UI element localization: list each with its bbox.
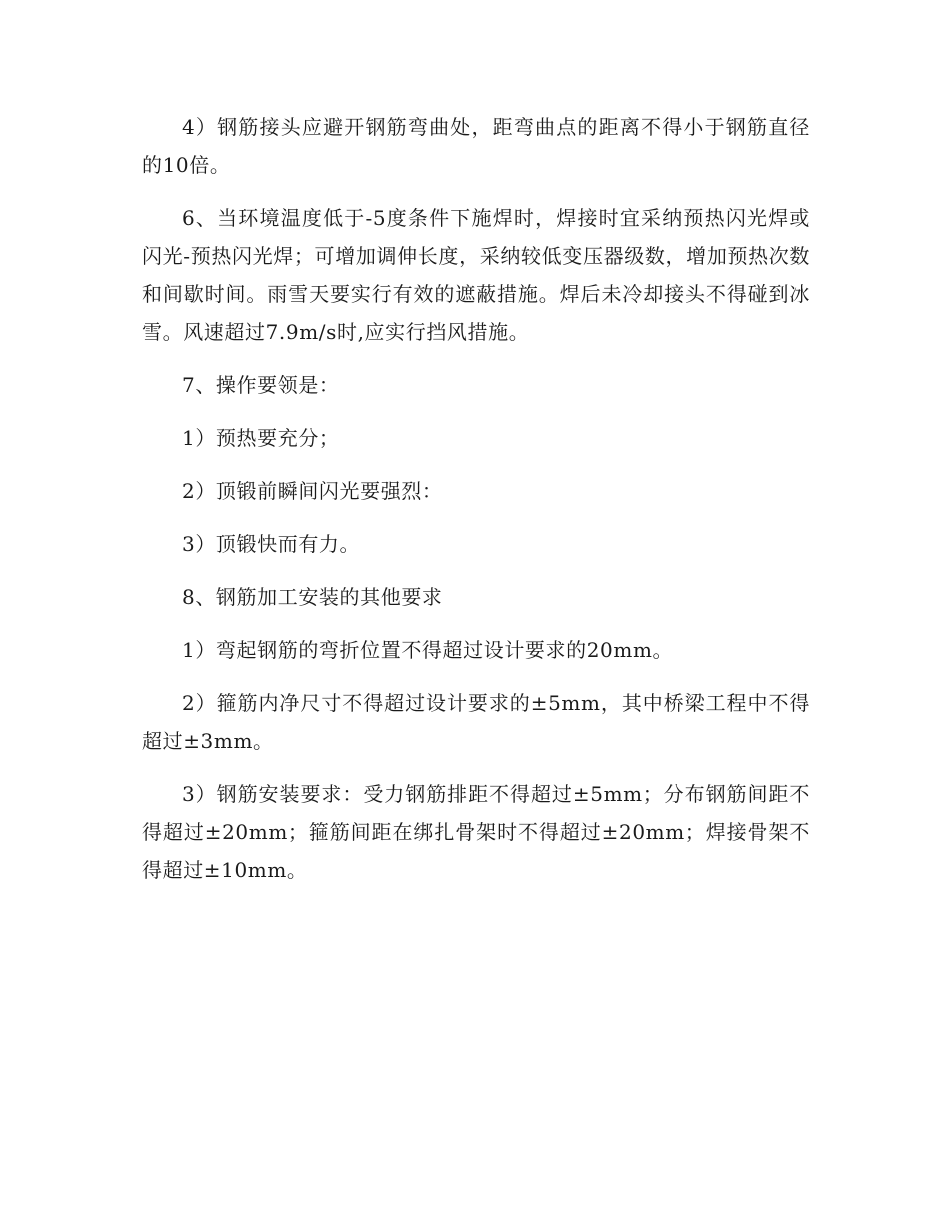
paragraph-preheat: 1）预热要充分； <box>182 426 340 450</box>
paragraph-stirrup-dimension: 2）箍筋内净尺寸不得超过设计要求的±5mm，其中桥梁工程中不得超过±3mm。 <box>142 691 810 753</box>
paragraph-installation-requirements: 3）钢筋安装要求：受力钢筋排距不得超过±5mm；分布钢筋间距不得超过±20mm；箍筋间距在绑扎骨架时不得超过±20mm；焊接骨架不得超过±10mm。 <box>142 782 810 882</box>
paragraph-low-temperature-welding: 6、当环境温度低于-5度条件下施焊时，焊接时宜采纳预热闪光焊或闪光-预热闪光焊；可增加调伸长度，采纳较低变压器级数，增加预热次数和间歇时间。雨雪天要实行有效的遮蔽措施。焊后未冷却接头不得碰到冰雪。风速超过7.9m/s时,应实行挡风措施。 <box>142 206 810 344</box>
paragraph-joint-bend-distance: 4）钢筋接头应避开钢筋弯曲处，距弯曲点的距离不得小于钢筋直径的10倍。 <box>142 115 810 177</box>
paragraph-upset-forging: 3）顶锻快而有力。 <box>182 532 361 556</box>
document-body <box>142 108 810 904</box>
paragraph-flash-before-upset: 2）顶锻前瞬间闪光要强烈： <box>182 479 443 503</box>
paragraph-operation-essentials: 7、操作要领是： <box>182 373 340 397</box>
paragraph-bent-bar-position: 1）弯起钢筋的弯折位置不得超过设计要求的20mm。 <box>182 638 674 662</box>
paragraph-other-requirements: 8、钢筋加工安装的其他要求 <box>182 585 443 609</box>
